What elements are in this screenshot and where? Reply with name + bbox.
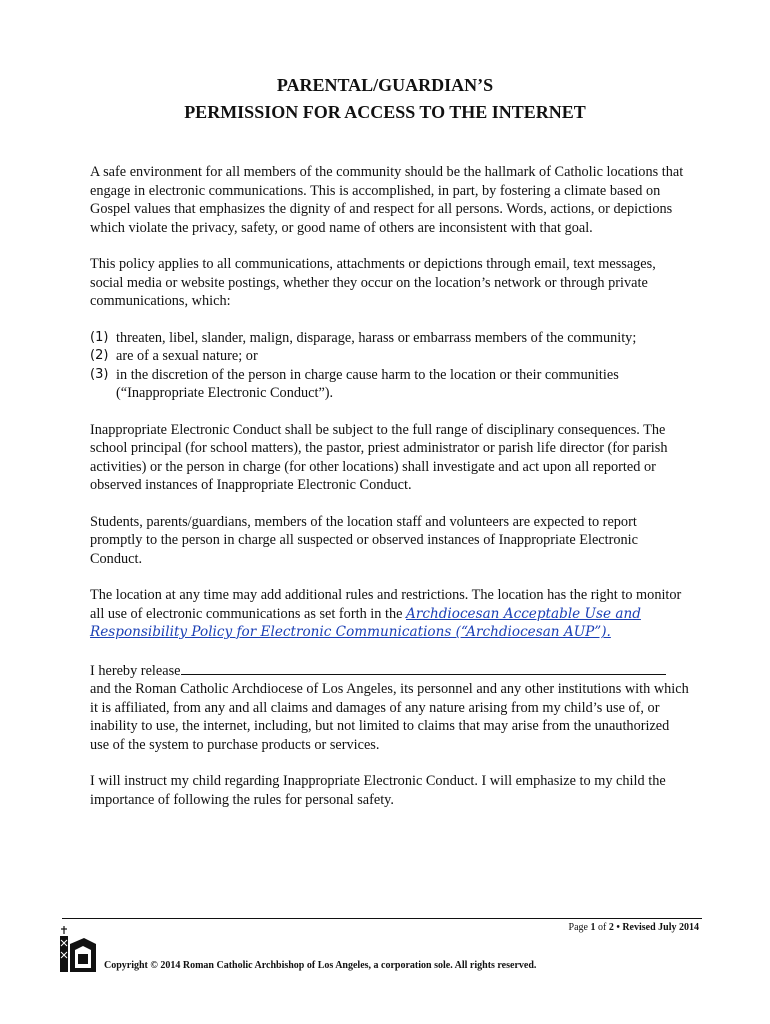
list-number: (1) xyxy=(90,329,109,345)
release-name-field[interactable] xyxy=(181,660,666,675)
page-total: 2 xyxy=(608,922,614,933)
paragraph-instruction: I will instruct my child regarding Inappropriate Electronic Conduct. I will emphasize to my child the importance of following the rules for personal safety. xyxy=(90,773,666,808)
archdiocesan-aup-link[interactable]: Archdiocesan Acceptable Use and Responsibility Policy for Electronic Communications (“Archdiocesan AUP”). xyxy=(90,605,641,640)
page-info xyxy=(569,922,699,934)
title-line-1: PARENTAL/GUARDIAN’S xyxy=(276,75,494,95)
list-number: (3) xyxy=(90,366,109,382)
copyright-notice: Copyright © 2014 Roman Catholic Archbishop of Los Angeles, a corporation sole. All rights reserved. xyxy=(104,960,537,971)
paragraph-monitoring xyxy=(90,586,690,642)
release-text: and the Roman Catholic Archdiocese of Los Angeles, its personnel and any other institutions with which it is affiliated, from any and all claims and damages of any nature arising from my child’s use of, or inability to use, the internet, including, but not limited to claims that may arise from the unauthorized use of the system to purchase products or services. xyxy=(90,681,689,753)
page-bullet: • xyxy=(613,922,623,933)
release-lead: I hereby release xyxy=(90,662,181,679)
list-number: (2) xyxy=(90,348,109,363)
page-prefix: Page xyxy=(568,922,591,933)
list-item xyxy=(90,366,690,403)
document-title xyxy=(0,72,770,126)
title-line-2: PERMISSION FOR ACCESS TO THE INTERNET xyxy=(184,102,586,122)
list-item xyxy=(90,347,690,366)
paragraph-reporting: Students, parents/guardians, members of the location staff and volunteers are expected to report promptly to the person in charge all suspected or observed instances of Inappropriate Electronic Conduct. xyxy=(90,513,639,567)
revised-date: Revised July 2014 xyxy=(622,922,699,933)
page-of: of xyxy=(595,922,609,933)
list-text: are of a sexual nature; or xyxy=(116,348,258,364)
paragraph-safe-environment: A safe environment for all members of the community should be the hallmark of Catholic locations that engage in electronic communications. This is accomplished, in part, by fostering a climate based on Gospel values that emphasizes the dignity of and respect for all persons. Words, actions, or depictions which violate the privacy, safety, or good name of others are inconsistent with that goal. xyxy=(90,164,684,236)
paragraph-consequences: Inappropriate Electronic Conduct shall be subject to the full range of disciplinary consequences. The school principal (for school matters), the pastor, priest administrator or parish life director (for parish activities) or the person in charge (for other locations) shall investigate and act upon all reported or observed instances of Inappropriate Electronic Conduct. xyxy=(90,421,668,493)
paragraph-policy-scope: This policy applies to all communications, attachments or depictions through email, text messages, social media or website postings, whether they occur on the location’s network or through private communications, which: xyxy=(90,256,656,309)
footer-divider xyxy=(62,918,702,919)
paragraph-release xyxy=(90,660,690,755)
page-current: 1 xyxy=(590,922,596,933)
list-text: in the discretion of the person in charge cause harm to the location or their communities (“Inappropriate Electronic Conduct”). xyxy=(116,366,619,401)
document-body xyxy=(90,163,690,827)
monitoring-text: The location at any time may add additional rules and restrictions. The location has the right to monitor all use of electronic communications as set forth in the xyxy=(90,587,682,622)
archdiocese-seal-icon xyxy=(58,924,98,974)
conduct-list xyxy=(90,329,690,403)
list-text: threaten, libel, slander, malign, disparage, harass or embarrass members of the community; xyxy=(116,329,637,346)
list-item xyxy=(90,329,690,348)
